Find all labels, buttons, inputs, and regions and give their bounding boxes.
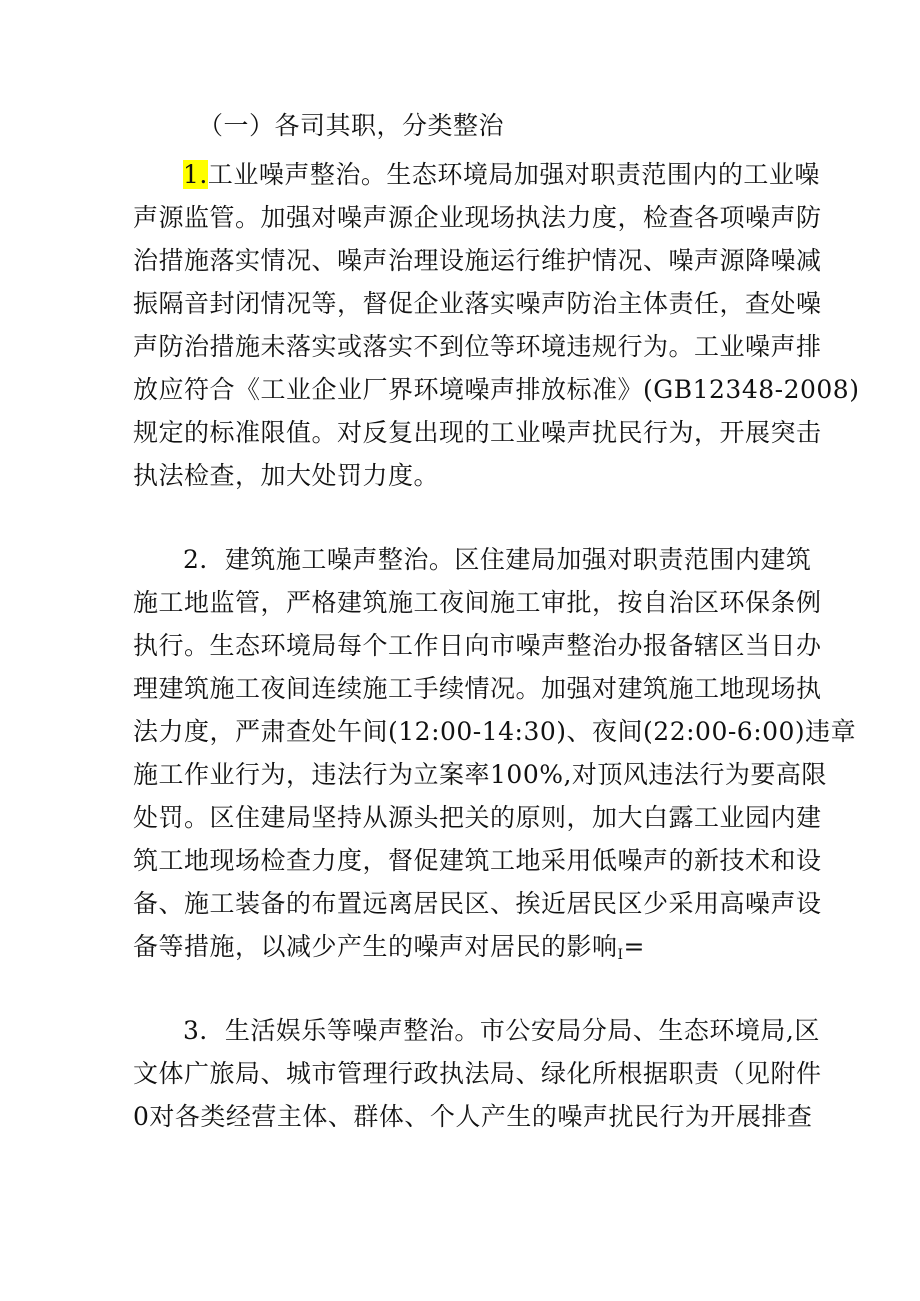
paragraph-2-line-7: 处罚。区住建局坚持从源头把关的原则，加大白露工业园内建 — [133, 803, 822, 832]
paragraph-1-line-2: 声源监管。加强对噪声源企业现场执法力度，检查各项噪声防 — [133, 203, 822, 232]
paragraph-1-line-5: 声防治措施未落实或落实不到位等环境违规行为。工业噪声排 — [133, 332, 822, 361]
paragraph-3-line-2: 文体广旅局、城市管理行政执法局、绿化所根据职责（见附件 — [133, 1059, 822, 1088]
paragraph-2-line-8: 筑工地现场检查力度，督促建筑工地采用低噪声的新技术和设 — [133, 846, 822, 875]
paragraph-2-line-1: 2．建筑施工噪声整治。区住建局加强对职责范围内建筑 — [183, 545, 812, 574]
paragraph-3-line-3: 0对各类经营主体、群体、个人产生的噪声扰民行为开展排查 — [133, 1102, 813, 1131]
highlighted-number: 1. — [183, 160, 208, 189]
paragraph-2-line-10-text: 备等措施，以减少产生的噪声对居民的影响 — [133, 932, 618, 961]
paragraph-2-line-10 — [133, 927, 645, 967]
paragraph-2-line-6: 施工作业行为，违法行为立案率100%,对顶风违法行为要高限 — [133, 760, 827, 789]
subscript-mark: I — [617, 947, 624, 963]
paragraph-1-line-3: 治措施落实情况、噪声治理设施运行维护情况、噪声源降噪减 — [133, 246, 822, 275]
paragraph-2-line-4: 理建筑施工夜间连续施工手续情况。加强对建筑施工地现场执 — [133, 674, 822, 703]
trailing-mark: = — [623, 932, 645, 961]
paragraph-1-line-6: 放应符合《工业企业厂界环境噪声排放标准》(GB12348-2008) — [133, 375, 860, 404]
paragraph-1-line-8: 执法检查，加大处罚力度。 — [133, 461, 440, 490]
paragraph-2-line-9: 备、施工装备的布置远离居民区、挨近居民区少采用高噪声设 — [133, 889, 822, 918]
paragraph-1-line-1 — [183, 155, 820, 195]
paragraph-1-line-4: 振隔音封闭情况等，督促企业落实噪声防治主体责任，查处噪 — [133, 289, 822, 318]
section-heading: （一）各司其职，分类整治 — [198, 111, 505, 140]
paragraph-1-line-7: 规定的标准限值。对反复出现的工业噪声扰民行为，开展突击 — [133, 418, 822, 447]
paragraph-2-line-3: 执行。生态环境局每个工作日向市噪声整治办报备辖区当日办 — [133, 631, 822, 660]
paragraph-3-line-1: 3．生活娱乐等噪声整治。市公安局分局、生态环境局,区 — [183, 1016, 820, 1045]
paragraph-2-line-2: 施工地监管，严格建筑施工夜间施工审批，按自治区环保条例 — [133, 588, 822, 617]
paragraph-1-line-1-text: 工业噪声整治。生态环境局加强对职责范围内的工业噪 — [207, 160, 820, 189]
paragraph-2-line-5: 法力度，严肃查处午间(12:00-14:30)、夜间(22:00-6:00)违章 — [133, 717, 857, 746]
